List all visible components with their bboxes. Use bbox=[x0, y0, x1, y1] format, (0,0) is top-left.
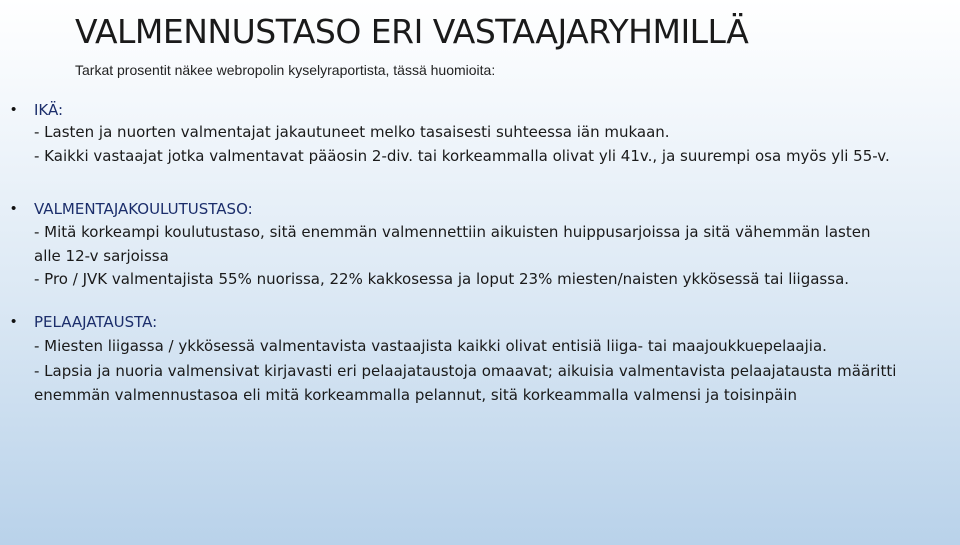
body-line: - Lasten ja nuorten valmentajat jakautuneet melko tasaisesti suhteessa iän mukaan. bbox=[34, 123, 670, 141]
section-heading-coach-education: VALMENTAJAKOULUTUSTASO: bbox=[34, 200, 253, 218]
section-body-player-background bbox=[34, 334, 896, 408]
body-line: alle 12-v sarjoissa bbox=[34, 246, 169, 265]
body-line: - Kaikki vastaajat jotka valmentavat pääosin 2-div. tai korkeammalla olivat yli 41v., ja suurempi osa myös yli 55-v. bbox=[34, 146, 890, 165]
section-body-coach-education bbox=[34, 221, 870, 292]
section-heading-player-background: PELAAJATAUSTA: bbox=[34, 313, 158, 331]
slide-subtitle: Tarkat prosentit näkee webropolin kyselyraportista, tässä huomioita: bbox=[75, 62, 496, 78]
body-line: - Mitä korkeampi koulutustaso, sitä enemmän valmennettiin aikuisten huippusarjoissa ja sitä vähemmän lasten bbox=[34, 223, 871, 241]
body-line: enemmän valmennustasoa eli mitä korkeammalla pelannut, sitä korkeammalla valmensi ja toisinpäin bbox=[34, 386, 798, 404]
bullet-icon: • bbox=[11, 101, 17, 118]
bullet-icon: • bbox=[11, 200, 17, 217]
body-line: - Miesten liigassa / ykkösessä valmentavista vastaajista kaikki olivat entisiä liiga- tai maajoukkuepelaajia. bbox=[34, 337, 827, 355]
body-line: - Pro / JVK valmentajista 55% nuorissa, 22% kakkosessa ja loput 23% miesten/naisten ykkösessä tai liigassa. bbox=[34, 270, 850, 288]
body-line: - Lapsia ja nuoria valmensivat kirjavasti eri pelaajataustoja omaavat; aikuisia valmentavista pelaajatausta määritti bbox=[34, 361, 897, 380]
section-heading-age: IKÄ: bbox=[34, 101, 64, 119]
section-body-age bbox=[34, 121, 890, 168]
bullet-icon: • bbox=[11, 313, 17, 330]
slide-title: VALMENNUSTASO ERI VASTAAJARYHMILLÄ bbox=[75, 12, 749, 51]
